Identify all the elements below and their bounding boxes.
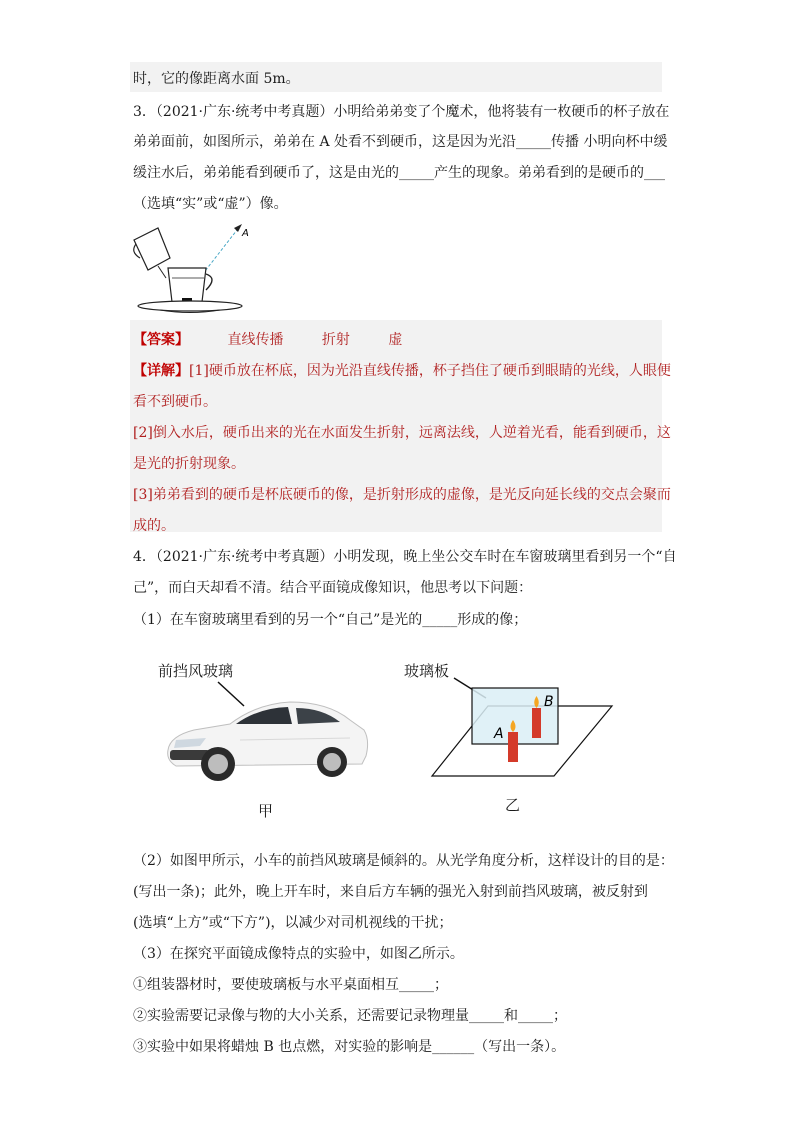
question-3-line: 弟弟面前，如图所示，弟弟在 A 处看不到硬币，这是因为光沿_____传播 小明向杯中缓 <box>133 134 668 150</box>
plane-mirror-figure <box>428 676 618 784</box>
question-4-line: （3）在探究平面镜成像特点的实验中，如图乙所示。 <box>133 946 464 962</box>
question-4-line: （2）如图甲所示，小车的前挡风玻璃是倾斜的。从光学角度分析，这样设计的目的是： <box>133 853 674 869</box>
answer-2: 折射 <box>321 332 350 348</box>
cup-icon <box>168 268 212 305</box>
question-3-line: 缓注水后，弟弟能看到硬币了，这是由光的_____产生的现象。弟弟看到的是硬币的___ <box>133 165 665 181</box>
explanation-line: 【详解】[1]硬币放在杯底，因为光沿直线传播，杯子挡住了硬币到眼睛的光线，人眼便 <box>133 363 671 379</box>
explanation-line: [2]倒入水后，硬币出来的光在水面发生折射，远离法线，人逆着光看，能看到硬币，这 <box>133 425 671 441</box>
windshield-label: 前挡风玻璃 <box>158 662 234 680</box>
answer-tag: 【答案】 <box>133 332 189 348</box>
figure-caption-jia: 甲 <box>258 802 274 820</box>
question-3-line: 3．（2021·广东·统考中考真题）小明给弟弟变了个魔术，他将装有一枚硬币的杯子放在 <box>133 104 670 120</box>
question-4-line: (写出一条)；此外，晚上开车时，来自后方车辆的强光入射到前挡风玻璃，被反射到 <box>133 884 648 900</box>
candle-a-label: A <box>494 726 504 742</box>
explanation-line: [3]弟弟看到的硬币是杯底硬币的像，是折射形成的虚像，是光反向延长线的交点会聚而 <box>133 487 671 503</box>
explanation-line: 成的。 <box>133 518 175 534</box>
car-figure <box>160 680 375 800</box>
question-4-line: 4．（2021·广东·统考中考真题）小明发现，晚上坐公交车时在车窗玻璃里看到另一个“自 <box>133 549 677 565</box>
answer-1: 直线传播 <box>227 332 284 348</box>
explanation-line: 是光的折射现象。 <box>133 456 245 472</box>
saucer-icon <box>138 301 242 311</box>
glass-plate-label: 玻璃板 <box>404 662 450 680</box>
text-line: 时，它的像距离水面 5m。 <box>133 71 300 87</box>
point-a-label: A <box>242 228 249 239</box>
candle-b-label: B <box>544 694 554 710</box>
answer-line <box>133 329 402 349</box>
question-4-line: ①组装器材时，要使玻璃板与水平桌面相互_____； <box>133 977 448 993</box>
eye-marker-icon <box>234 224 242 232</box>
question-4-line: (选填“上方”或“下方”)，以减少对司机视线的干扰； <box>133 915 453 931</box>
explanation-line: 看不到硬币。 <box>133 394 217 410</box>
question-4-line: 己”，而白天却看不清。结合平面镜成像知识，他思考以下问题： <box>133 580 533 596</box>
explanation-tag: 【详解】 <box>133 363 189 379</box>
question-3-line: （选填“实”或“虚”）像。 <box>133 196 288 212</box>
figure-caption-yi: 乙 <box>505 796 521 814</box>
pouring-cup-icon <box>134 228 170 278</box>
car-icon <box>168 702 368 781</box>
question-4-line: ②实验需要记录像与物的大小关系，还需要记录物理量_____和_____； <box>133 1008 567 1024</box>
cup-refraction-figure <box>130 218 250 314</box>
question-4-line: （1）在车窗玻璃里看到的另一个“自己”是光的_____形成的像； <box>133 612 528 628</box>
answer-3: 虚 <box>388 332 403 348</box>
question-4-line: ③实验中如果将蜡烛 B 也点燃，对实验的影响是______（写出一条）。 <box>133 1039 566 1055</box>
